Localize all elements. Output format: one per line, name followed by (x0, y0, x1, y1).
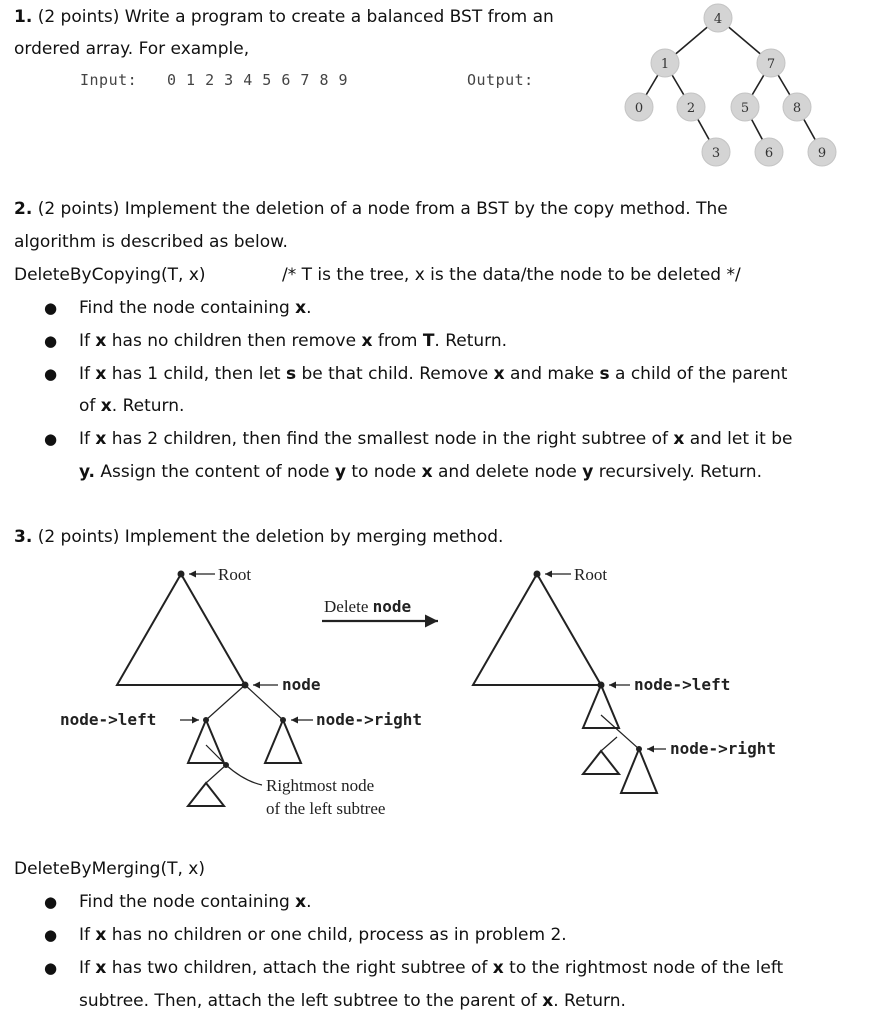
p3-bullet-3-cont: subtree. Then, attach the left subtree to the parent of x. Return. (79, 991, 626, 1011)
result-left-triangle (583, 685, 619, 728)
p3-bullet-2: If x has no children or one child, process as in problem 2. (79, 925, 567, 945)
p2-bullet-4: If x has 2 children, then find the smallest node in the right subtree of x and let it be (79, 429, 793, 449)
merge-diagram (0, 555, 884, 835)
svg-text:9: 9 (817, 146, 827, 161)
p1-line2: ordered array. For example, (14, 39, 250, 59)
bullet-dot: ● (44, 332, 58, 350)
svg-text:4: 4 (713, 12, 723, 27)
root-label-right: Root (574, 565, 608, 584)
bst-node (755, 138, 783, 166)
p2-bullet-3: If x has 1 child, then let s be that child. Remove x and make s a child of the parent (79, 364, 788, 384)
bst-node (625, 93, 653, 121)
bst-node (702, 138, 730, 166)
node-label: node (282, 675, 321, 694)
svg-text:0: 0 (634, 101, 644, 116)
svg-text:2: 2 (686, 101, 696, 116)
right-subtree-triangle (265, 720, 301, 763)
bst-node (757, 49, 785, 77)
input-values: 0 1 2 3 4 5 6 7 8 9 (167, 71, 349, 89)
result-rightmost-triangle (583, 751, 619, 774)
bullet-dot: ● (44, 893, 58, 911)
svg-text:1: 1 (660, 57, 670, 72)
node-left-label: node->left (60, 710, 157, 729)
bst-node (677, 93, 705, 121)
node-left-label-right: node->left (634, 675, 731, 694)
p2-number: 2. (14, 199, 33, 219)
rightmost-subtree-triangle (188, 783, 224, 806)
main-tree-triangle (117, 574, 245, 685)
p2-bullet-2: If x has no children then remove x from T. Return. (79, 331, 508, 351)
p3-signature: DeleteByMerging(T, x) (14, 859, 205, 879)
p3-bullet-3: If x has two children, attach the right subtree of x to the rightmost node of the left (79, 958, 784, 978)
bst-node (783, 93, 811, 121)
bst-node (808, 138, 836, 166)
p2-line2: algorithm is described as below. (14, 232, 288, 252)
p2-bullet-3-cont: of x. Return. (79, 396, 185, 416)
result-tree-triangle (473, 574, 601, 685)
p3-line1: 3. (2 points) Implement the deletion by merging method. (14, 527, 504, 547)
output-label: Output: (467, 71, 534, 89)
left-subtree-triangle (188, 720, 224, 763)
p2-bullet-1: Find the node containing x. (79, 298, 312, 318)
input-label: Input: (80, 71, 138, 89)
svg-text:6: 6 (764, 146, 774, 161)
rightmost-label-2: of the left subtree (266, 799, 386, 818)
result-right-triangle (621, 749, 657, 793)
svg-text:5: 5 (740, 101, 750, 116)
output-bst-tree (0, 0, 884, 200)
svg-text:7: 7 (766, 57, 776, 72)
bullet-dot: ● (44, 365, 58, 383)
bst-node (651, 49, 679, 77)
p1-number: 1. (14, 7, 33, 27)
bullet-dot: ● (44, 959, 58, 977)
bullet-dot: ● (44, 430, 58, 448)
p3-bullet-1: Find the node containing x. (79, 892, 312, 912)
svg-text:8: 8 (792, 101, 802, 116)
root-label-left: Root (218, 565, 252, 584)
bst-node (704, 4, 732, 32)
delete-node-label: Delete node (324, 597, 412, 616)
p2-signature: DeleteByCopying(T, x) (14, 265, 206, 285)
p2-bullet-4-cont: y. Assign the content of node y to node x and delete node y recursively. Return. (79, 462, 762, 482)
root-dot (178, 571, 185, 578)
p1-line1: 1. (2 points) Write a program to create a balanced BST from an (14, 7, 554, 27)
p2-line1: 2. (2 points) Implement the deletion of a node from a BST by the copy method. The (14, 199, 728, 219)
bullet-dot: ● (44, 926, 58, 944)
bullet-dot: ● (44, 299, 58, 317)
node-right-label: node->right (316, 710, 422, 729)
bst-node (731, 93, 759, 121)
svg-text:3: 3 (711, 146, 721, 161)
node-right-label-right: node->right (670, 739, 776, 758)
p2-comment: /* T is the tree, x is the data/the node to be deleted */ (282, 265, 741, 285)
rightmost-label-1: Rightmost node (266, 776, 375, 795)
p3-number: 3. (14, 527, 33, 547)
